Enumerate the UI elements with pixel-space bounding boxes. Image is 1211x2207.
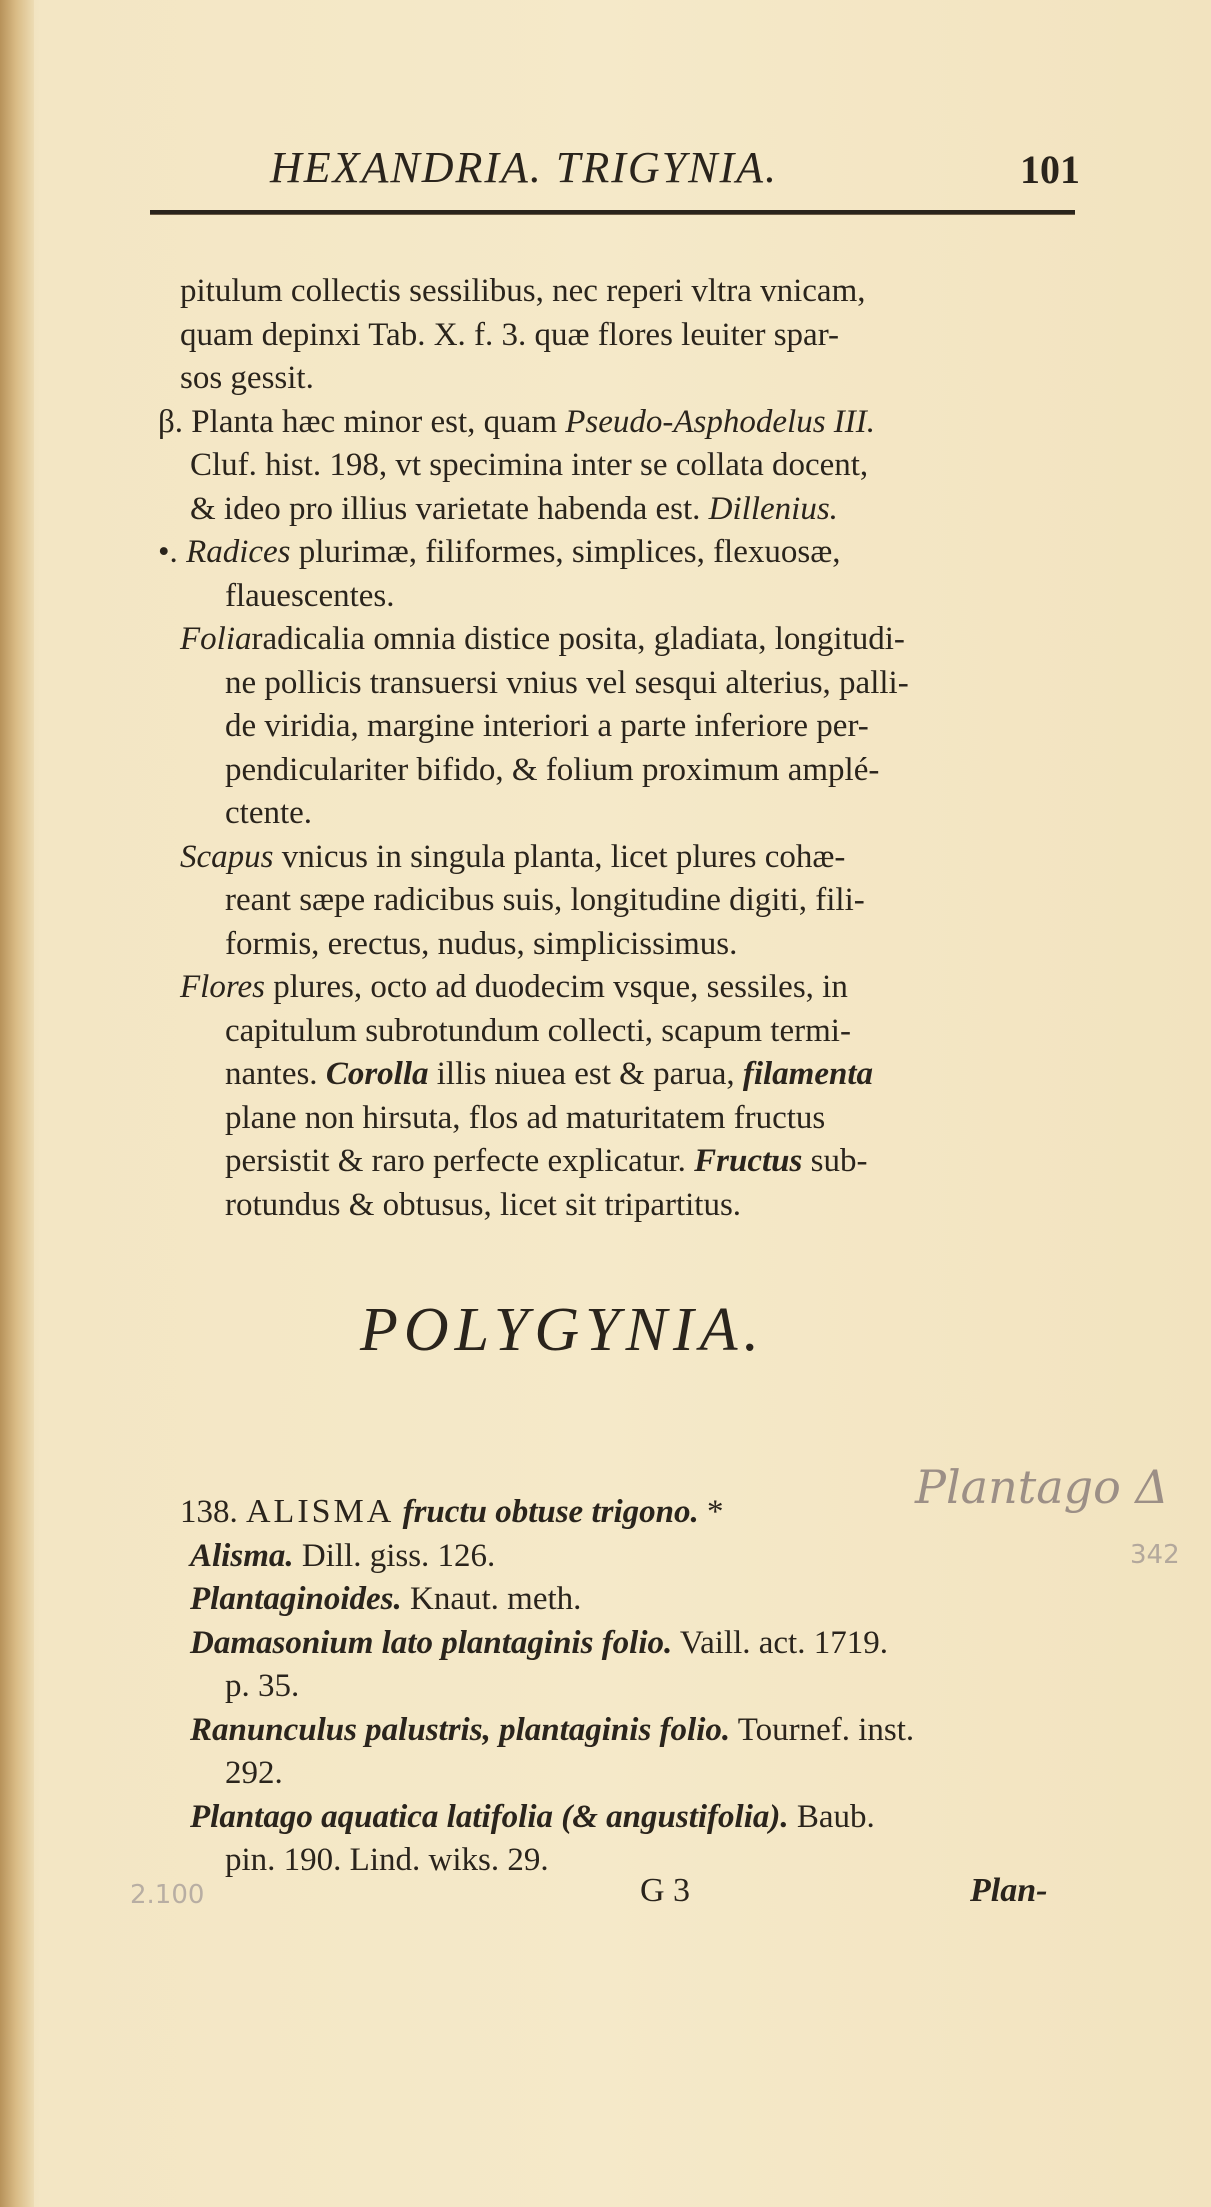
bullet-marker: •. <box>158 534 178 570</box>
synonym-line: Plantago aquatica latifolia (& angustifolia). Baub. <box>190 1798 875 1835</box>
text-line: 292. <box>225 1755 283 1791</box>
term-corolla: Corolla <box>325 1056 429 1092</box>
author-name: Dillenius. <box>708 490 838 527</box>
text-line: pin. 190. Lind. wiks. 29. <box>225 1842 549 1878</box>
pencil-mark: 2.100 <box>130 1880 205 1910</box>
flores-line: Flores plures, octo ad duodecim vsque, sessiles, in <box>180 969 848 1005</box>
synonym-reference: Pseudo-Asphodelus III. <box>565 403 876 440</box>
radices-line: •. Radices plurimæ, filiformes, simplices, flexuosæ, <box>158 534 841 570</box>
catchword: Plan- <box>970 1872 1048 1909</box>
synonym-line: Damasonium lato plantaginis folio. Vaill. act. 1719. <box>190 1624 888 1661</box>
page-gutter <box>0 0 34 2207</box>
header-rule <box>150 210 1075 215</box>
text-line: p. 35. <box>225 1668 300 1704</box>
running-title: HEXANDRIA. TRIGYNIA. <box>270 143 779 192</box>
genus-diagnosis: fructu obtuse trigono. <box>402 1494 699 1530</box>
text-line: & ideo pro illius varietate habenda est. Dillenius. <box>190 490 838 527</box>
description-text <box>158 270 1080 1227</box>
text-line: ctente. <box>225 795 313 831</box>
term-radices: Radices <box>186 534 291 570</box>
text-line: plane non hirsuta, flos ad maturitatem fructus <box>225 1099 826 1136</box>
signature-mark: G 3 <box>640 1872 691 1909</box>
scapus-line: Scapus vnicus in singula planta, licet plures cohæ- <box>180 838 846 875</box>
text-line: rotundus & obtusus, licet sit tripartitus. <box>225 1186 742 1223</box>
term-flores: Flores <box>180 969 265 1005</box>
text-line: formis, erectus, nudus, simplicissimus. <box>225 925 738 962</box>
text-line: reant sæpe radicibus suis, longitudine digiti, fili- <box>225 882 865 918</box>
text-line: persistit & raro perfecte explicatur. Fructus sub- <box>225 1143 868 1179</box>
term-scapus: Scapus <box>180 838 274 875</box>
genus-name: ALISMA <box>246 1493 395 1530</box>
term-folia: Folia <box>180 621 252 657</box>
text-line: flauescentes. <box>225 577 395 614</box>
variety-beta-line: β. Planta hæc minor est, quam Pseudo-Asphodelus III. <box>158 403 876 440</box>
page-header <box>270 142 1080 202</box>
asterisk-mark: * <box>707 1494 724 1530</box>
text-line: capitulum subrotundum collecti, scapum termi- <box>225 1012 851 1049</box>
handwritten-annotation: Plantago Δ <box>915 1460 1169 1514</box>
term-fructus: Fructus <box>694 1143 803 1179</box>
entry-number: 138. <box>180 1494 238 1530</box>
text-line: nantes. Corolla illis niuea est & parua, filamenta <box>225 1056 874 1092</box>
text-line: quam depinxi Tab. X. f. 3. quæ flores leuiter spar- <box>180 316 840 353</box>
text-line: de viridia, margine interiori a parte inferiore per- <box>225 708 869 744</box>
page-number: 101 <box>1020 147 1080 192</box>
synonym-line: Alisma. Dill. giss. 126. <box>190 1537 496 1574</box>
section-heading: POLYGYNIA. <box>360 1296 765 1364</box>
synonym-line: Ranunculus palustris, plantaginis folio. Tournef. inst. <box>190 1711 915 1748</box>
text-line: pendiculariter bifido, & folium proximum amplé- <box>225 751 880 788</box>
text-line: ne pollicis transuersi vnius vel sesqui alterius, palli- <box>225 664 909 701</box>
handwritten-number: 342 <box>1130 1540 1180 1570</box>
folia-line: Foliaradicalia omnia distice posita, gladiata, longitudi- <box>180 621 905 657</box>
text-line: Cluf. hist. 198, vt specimina inter se collata docent, <box>190 447 869 483</box>
genus-entry <box>180 1490 1090 1883</box>
text-line: pitulum collectis sessilibus, nec reperi vltra vnicam, <box>180 273 866 309</box>
text-line: sos gessit. <box>180 360 314 396</box>
synonym-line: Plantaginoides. Knaut. meth. <box>190 1581 582 1617</box>
term-filamenta: filamenta <box>742 1056 874 1092</box>
beta-marker: β. <box>158 403 184 440</box>
